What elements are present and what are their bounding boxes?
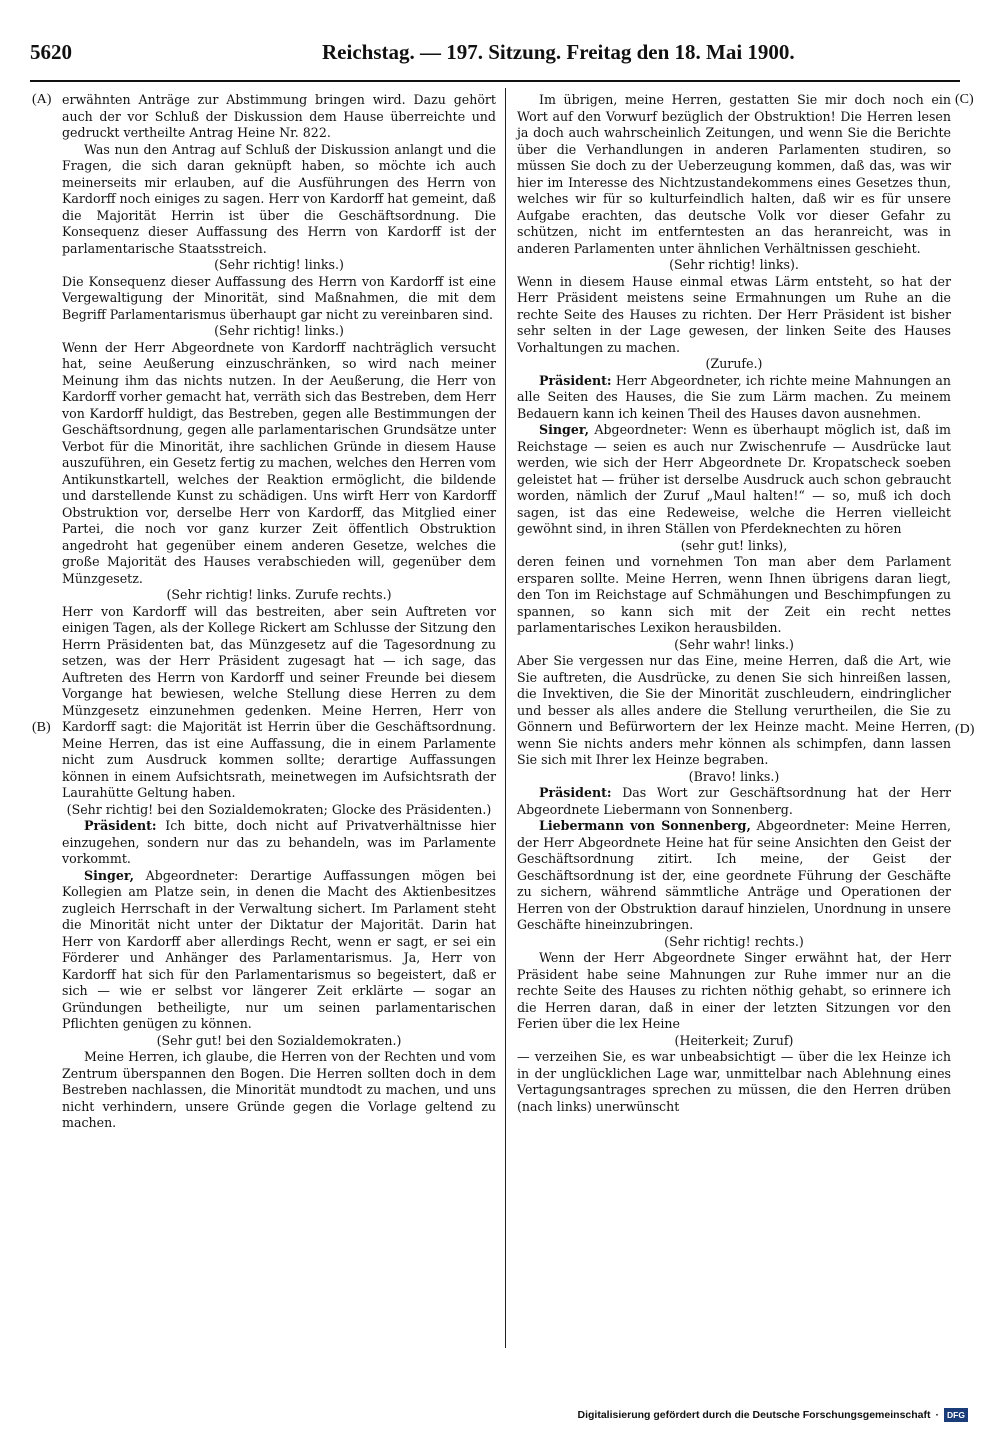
- body-paragraph: [62, 142, 496, 258]
- interjection: (Sehr gut! bei den Sozialdemokraten.): [156, 1032, 402, 1048]
- paragraph-text: Abgeordneter: Wenn es überhaupt möglich ist, daß im Reichstage — seien es auch nur Zwischenrufe — Ausdrücke laut werden, wie sich der Herr Abgeordnete Dr. Kropatscheck soeben geleistet hat — früher ist derselbe Ausdruck auch schon gebraucht worden, nämlich der Zuruf „Maul halten!“ — so, muß ich doch sagen, ist das eine Redeweise, welche die Herren vielleicht gewöhnt sind, in ihren Ställen von Pferdeknechten zu hören: [517, 422, 951, 536]
- paragraph-text: Abgeordneter: Derartige Auffassungen mögen bei Kollegien am Platze sein, in denen die Macht des Aktienbesitzes zugleich Herrschaft in der Verwaltung sichert. Im Parlament steht die Minorität nicht unter der Diktatur der Majorität. Darin hat Herr von Kardorff aber allerdings Recht, wenn er sagt, er sei ein Förderer und Anhänger des Parlamentarismus. Ja, Herr von Kardorff hat sich für den Parlamentarismus so begeistert, daß er sich — wie er selbst vor längerer Zeit erklärte — sogar an Gründungen betheiligte, nur um seinen parlamentarischen Pflichten genügen zu können.: [62, 867, 496, 1031]
- right-column: [517, 92, 951, 1115]
- paragraph-text: Im übrigen, meine Herren, gestatten Sie mir doch noch ein Wort auf den Vorwurf bezüglich der Obstruktion! Die Herren lesen ja doch auch wahrscheinlich Zeitungen, und wenn Sie die Berichte über die Verhandlungen in anderen Parlamenten studiren, so müssen Sie doch zu der Ueberzeugung kommen, daß das, was wir hier im Interesse des Nichtzustandekommens eines Gesetzes thun, welches wir für so kulturfeindlich halten, daß wir es für unsere Aufgabe erachten, das deutsche Volk vor dieser Gefahr zu schützen, nicht im entferntesten an das heranreicht, was in anderen Parlamenten unter ähnlichen Verhältnissen geschieht.: [517, 92, 951, 256]
- paragraph-text: Wenn der Herr Abgeordnete Singer erwähnt hat, der Herr Präsident habe seine Mahnungen zur Ruhe immer nur an die rechte Seite des Hauses zu richten nöthig gehabt, so erinnere ich die Herren daran, daß in einer der letzten Sitzungen vor den Ferien über die lex Heine: [517, 950, 951, 1031]
- body-paragraph: [517, 1049, 951, 1115]
- paragraph-text: Das Wort zur Geschäftsordnung hat der Herr Abgeordnete Liebermann von Sonnenberg.: [517, 785, 951, 817]
- speaker-name: Präsident:: [84, 818, 157, 833]
- margin-mark-b: (B): [32, 720, 51, 735]
- interjection: (Sehr richtig! links.): [214, 323, 344, 338]
- paragraph-text: Herr von Kardorff will das bestreiten, aber sein Auftreten vor einigen Tagen, als der Kollege Rickert am Schlusse der Sitzung den Herrn Präsidenten bat, das Münzgesetz auf die Tagesordnung zu setzen, was der Herr Präsident zugesagt hat — ich sage, das Auftreten des Herrn von Kardorff und seiner Freunde bei diesem Vorgange hat bewiesen, welche Stellung diese Herren zu dem Münzgesetz einzunehmen gedenken. Meine Herren, Herr von Kardorff sagt: die Majorität ist Herrin über die Geschäftsordnung. Meine Herren, das ist eine Auffassung, die in einem Parlamente nicht zum Ausdruck kommen sollte; derartige Auffassungen können in einem Aufsichtsrath, meinetwegen im Aufsichtsrath der Laurahütte Geltung haben.: [62, 603, 496, 800]
- body-paragraph: [517, 950, 951, 1033]
- paragraph-text: Wenn in diesem Hause einmal etwas Lärm entsteht, so hat der Herr Präsident meistens seine Ermahnungen um Ruhe an die rechte Seite des Hauses zu richten. Der Herr Präsident ist bisher sehr selten in der Lage gewesen, der linken Seite des Hauses Vorhaltungen zu machen.: [517, 273, 951, 355]
- left-column: [62, 92, 496, 1132]
- speaker-name: Singer,: [84, 867, 134, 883]
- speech-paragraph: [517, 422, 951, 538]
- speech-paragraph: [62, 818, 496, 868]
- speaker-name: Singer,: [539, 422, 589, 437]
- interjection: (Sehr richtig! rechts.): [664, 933, 804, 949]
- interjection: (Sehr richtig! links.): [214, 257, 344, 272]
- column-divider: [505, 88, 506, 1348]
- dfg-logo-icon: DFG: [944, 1408, 968, 1422]
- footer-separator: ·: [935, 1409, 939, 1421]
- interjection: (Zurufe.): [705, 356, 763, 371]
- body-paragraph: [62, 92, 496, 142]
- speaker-name: Präsident:: [539, 372, 612, 388]
- body-paragraph: [517, 554, 951, 637]
- speaker-name: Liebermann von Sonnenberg,: [539, 818, 751, 833]
- margin-mark-c: (C): [955, 92, 974, 107]
- interjection: (Sehr richtig! links).: [669, 257, 799, 272]
- speaker-name: Präsident:: [539, 785, 612, 800]
- footer-credit: [578, 1408, 968, 1422]
- paragraph-text: Abgeordneter: Meine Herren, der Herr Abgeordnete Heine hat für seine Ansichten den Geist der Geschäftsordnung zitirt. Ich meine, der Geist der Geschäftsordnung ist der, eine geordnete Führung der Geschäfte zu sichern, während sämmtliche Anträge und Operationen der Herren von der Obstruktion darauf hinzielen, Unordnung in unsere Geschäfte hineinzubringen.: [517, 818, 951, 932]
- margin-mark-d: (D): [955, 722, 975, 737]
- speech-paragraph: [517, 785, 951, 818]
- interjection: (Sehr wahr! links.): [674, 636, 794, 652]
- paragraph-text: Die Konsequenz dieser Auffassung des Herrn von Kardorff ist eine Vergewaltigung der Minorität, sind Maßnahmen, die mit dem Begriff Parlamentarismus überhaupt gar nicht zu vereinbaren sind.: [62, 273, 496, 322]
- paragraph-text: — verzeihen Sie, es war unbeabsichtigt — über die lex Heinze ich in der unglücklichen Lage war, unmittelbar nach Ablehnung eines Vertagungsantrages sprechen zu müssen, die den Herren drüben (nach links) unerwünscht: [517, 1049, 951, 1114]
- interjection: (Heiterkeit; Zuruf): [674, 1032, 794, 1048]
- body-paragraph: [62, 340, 496, 588]
- paragraph-text: Was nun den Antrag auf Schluß der Diskussion anlangt und die Fragen, die sich daran geknüpft haben, so möchte ich auch meinerseits mir erlauben, auf die Ausführungen des Herrn von Kardorff noch einiges zu sagen. Herr von Kardorff hat gemeint, daß die Majorität Herrin ist über die Geschäftsordnung. Die Konsequenz dieser Auffassung des Herrn von Kardorff ist der parlamentarische Staatsstreich.: [62, 141, 496, 256]
- paragraph-text: Herr Abgeordneter, ich richte meine Mahnungen an alle Seiten des Hauses, die Sie zum Lärm machen. Zu meinem Bedauern kann ich keinen Theil des Hauses davon ausnehmen.: [517, 372, 951, 421]
- header-rule: [30, 80, 960, 82]
- interjection: (sehr gut! links),: [680, 537, 788, 553]
- interjection: (Sehr richtig! bei den Sozialdemokraten; Glocke des Präsidenten.): [66, 801, 492, 817]
- page-number: 5620: [30, 40, 72, 64]
- paragraph-text: Meine Herren, ich glaube, die Herren von der Rechten und vom Zentrum überspannen den Bogen. Die Herren sollten doch in dem Bestreben nachlassen, die Minorität mundtodt zu machen, und uns nicht verhindern, unsere Gründe gegen die Vorlage geltend zu machen.: [62, 1049, 496, 1130]
- body-paragraph: [517, 92, 951, 257]
- running-head: Reichstag. — 197. Sitzung. Freitag den 18. Mai 1900.: [322, 40, 795, 64]
- paragraph-text: deren feinen und vornehmen Ton man aber dem Parlament ersparen sollte. Meine Herren, wenn Ihnen übrigens daran liegt, den Ton im Reichstage auf Schmähungen und Beschimpfungen zu spannen, so kann sich mit der Zeit ein recht nettes parlamentarisches Lexikon herausbilden.: [517, 554, 951, 635]
- footer-credit-text: Digitalisierung gefördert durch die Deutsche Forschungsgemeinschaft: [577, 1409, 931, 1421]
- body-paragraph: [62, 1049, 496, 1132]
- speech-paragraph: [517, 373, 951, 423]
- body-paragraph: [517, 274, 951, 357]
- paragraph-text: Wenn der Herr Abgeordnete von Kardorff nachträglich versucht hat, seine Aeußerung einzuschränken, so wird nach meiner Meinung ihm das nichts nutzen. In der Aeußerung, die Herr von Kardorff vorher gemacht hat, verräth sich das Bestreben, dem Herr von Kardorff huldigt, das Bestreben, gegen alle Bestimmungen der Geschäftsordnung, gegen alle parlamentarischen Grundsätze unter Verbot für die Minorität, ihre sachlichen Gründe in diesem Hause auszuführen, ein Gesetz fertig zu machen, welches den Herren vom Antikunstkartell, welches der Reaktion ermöglicht, die bildende und darstellende Kunst zu schädigen. Uns wirft Herr von Kardorff Obstruktion vor, derselbe Herr von Kardorff, das Mitglied einer Partei, die noch vor ganz kurzer Zeit öffentlich Obstruktion angedroht hat gegenüber einem anderen Gesetze, welches die große Majorität des Hauses verabschieden will, gegenüber dem Münzgesetz.: [62, 339, 496, 586]
- speech-paragraph: [62, 868, 496, 1033]
- body-paragraph: [62, 274, 496, 324]
- interjection: (Sehr richtig! links. Zurufe rechts.): [166, 587, 392, 602]
- body-paragraph: [62, 604, 496, 802]
- paragraph-text: erwähnten Anträge zur Abstimmung bringen wird. Dazu gehört auch der vor Schluß der Diskussion dem Hause überreichte und gedruckt vertheilte Antrag Heine Nr. 822.: [62, 92, 496, 140]
- body-paragraph: [517, 653, 951, 769]
- running-header: [30, 40, 960, 74]
- speech-paragraph: [517, 818, 951, 934]
- paragraph-text: Aber Sie vergessen nur das Eine, meine Herren, daß die Art, wie Sie auftreten, die Ausdrücke, zu denen Sie sich hinreißen lassen, die Invektiven, die Sie der Minorität zuschleudern, eindringlicher und besser als alles andere die Stellung verurtheilen, die Sie zu Gönnern und Befürwortern der lex Heinze macht. Meine Herren, wenn Sie nichts anders mehr können als schimpfen, dann lassen Sie sich mit Ihrer lex Heinze begraben.: [517, 653, 951, 767]
- paragraph-text: Ich bitte, doch nicht auf Privatverhältnisse hier einzugehen, sondern nur das zu behandeln, was im Parlamente vorkommt.: [62, 818, 496, 866]
- interjection: (Bravo! links.): [688, 768, 780, 784]
- margin-mark-a: (A): [32, 92, 52, 107]
